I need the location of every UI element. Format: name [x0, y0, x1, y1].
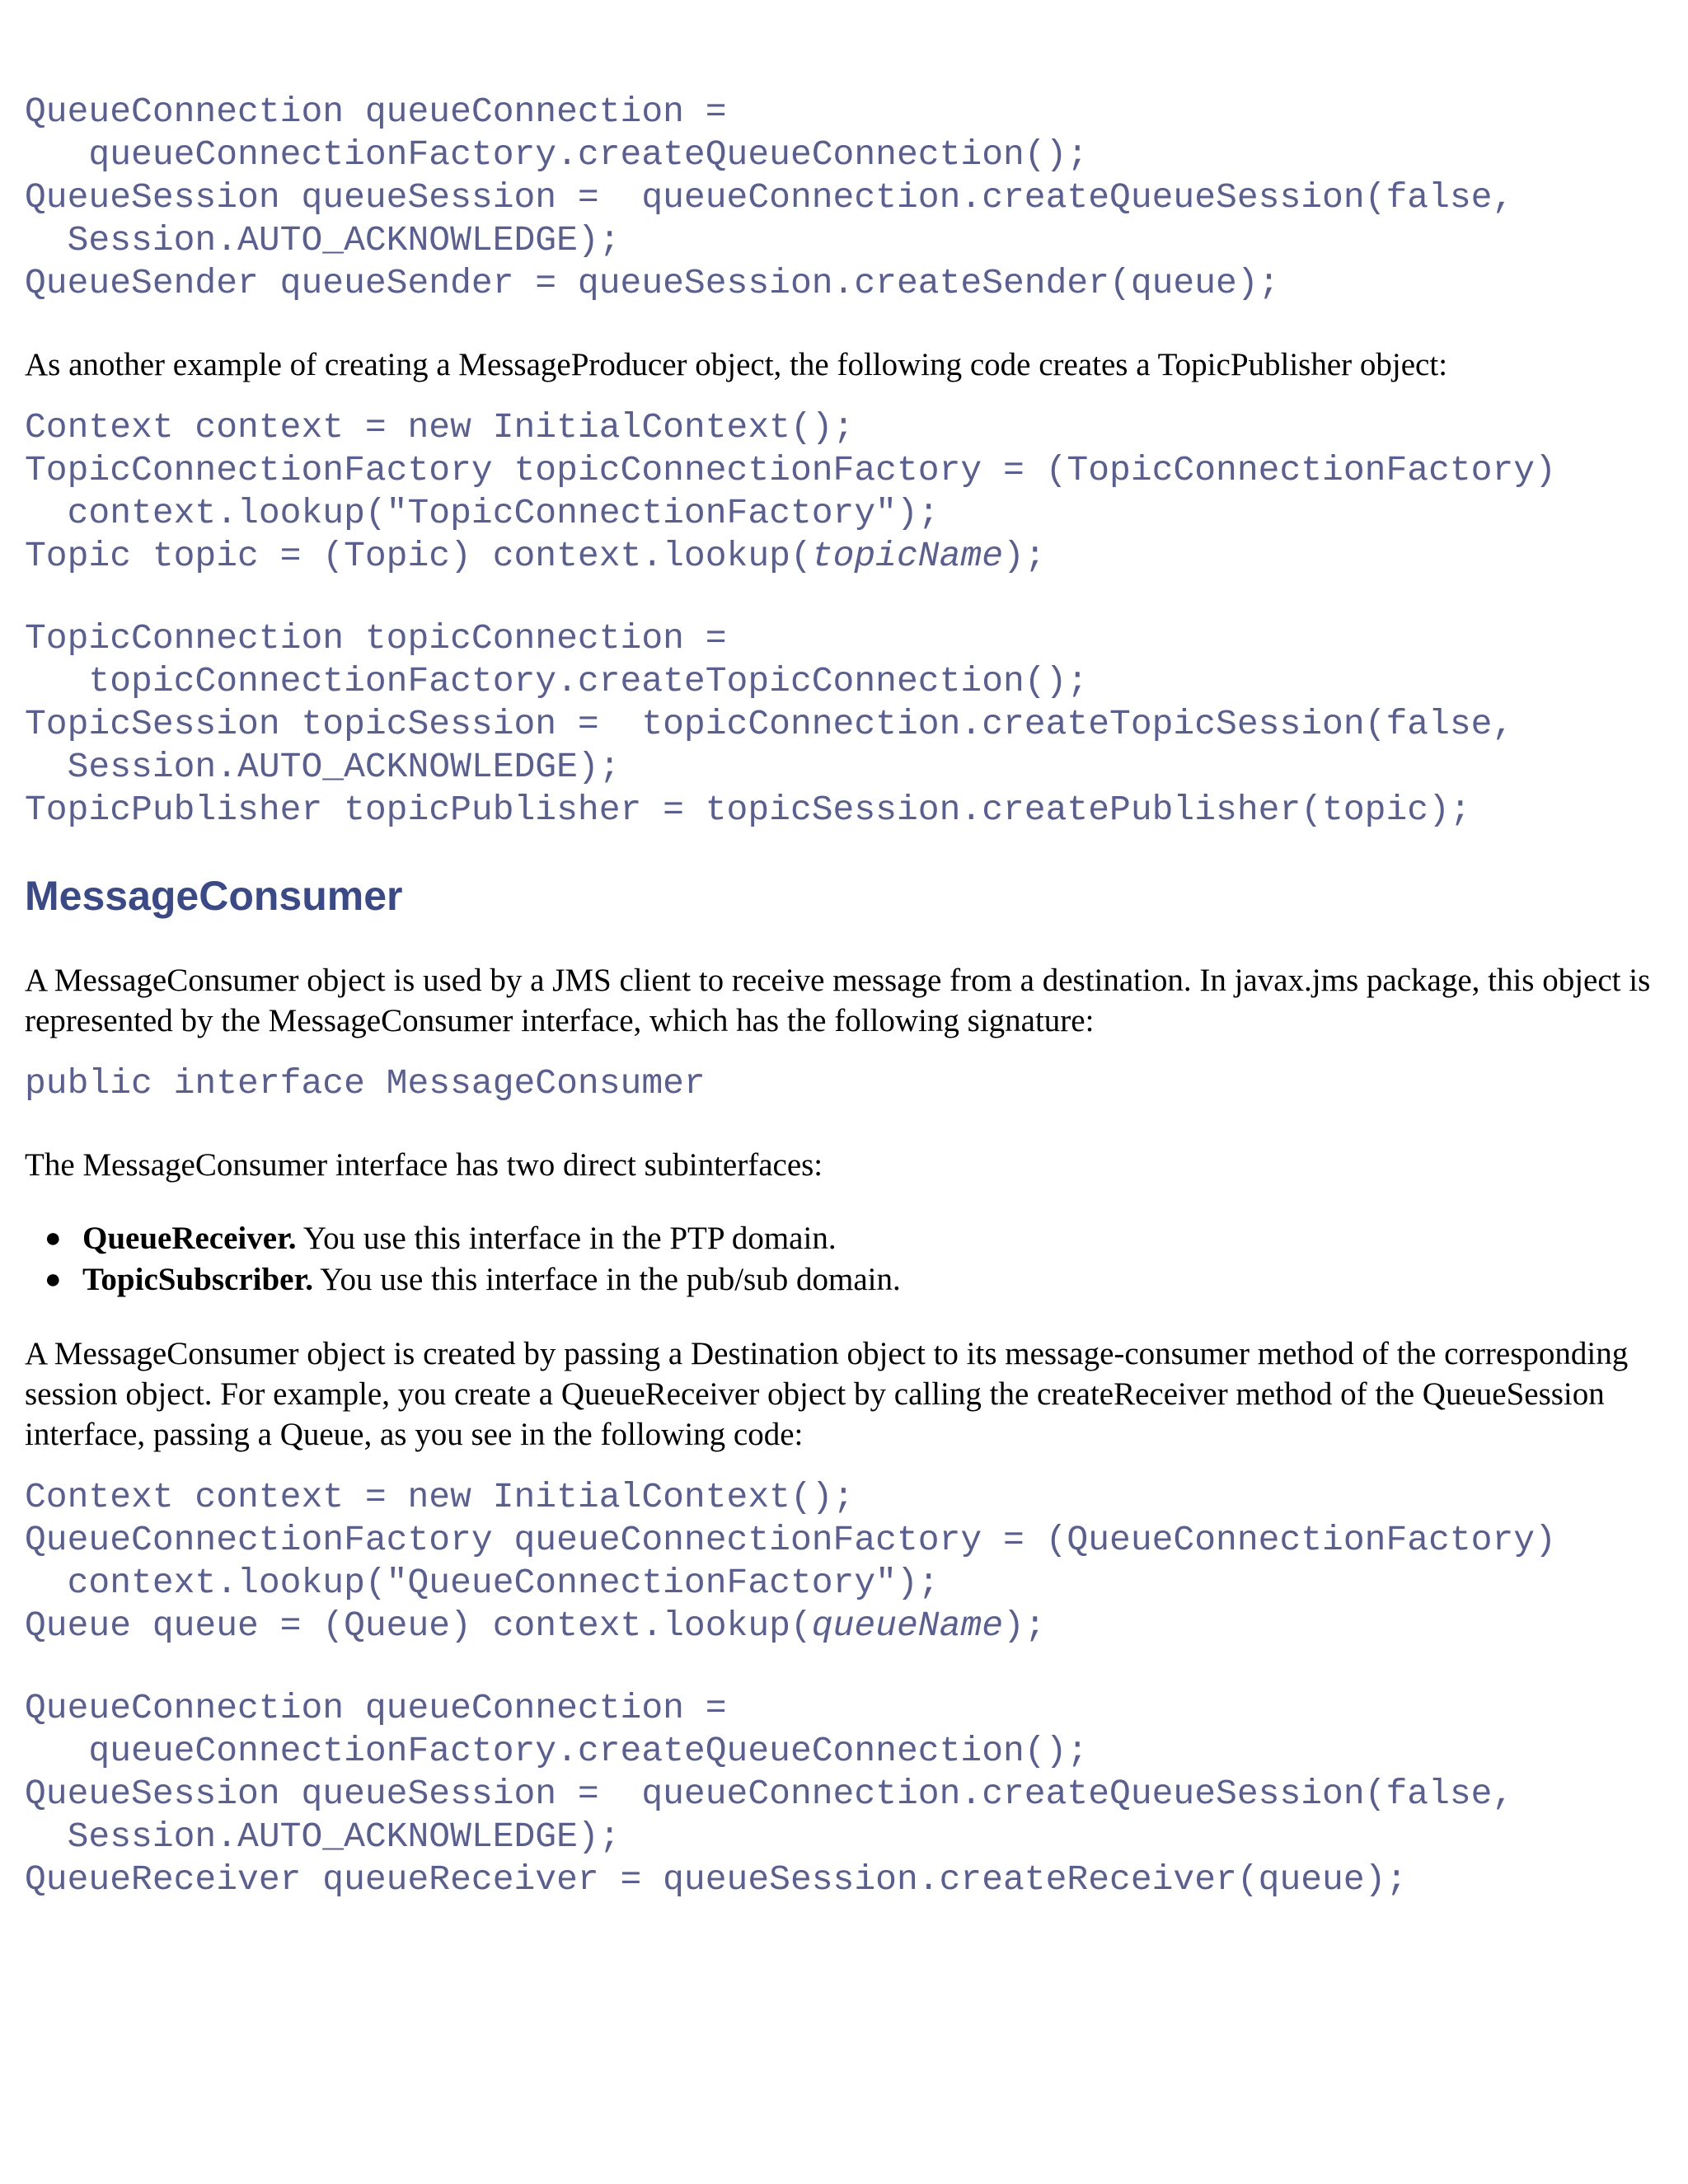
paragraph-consumer-intro: A MessageConsumer object is used by a JMS client to receive message from a destination. In javax.jms package, this object is represented by the MessageConsumer interface, which has the following signature:: [25, 963, 1651, 1038]
code-line: Topic topic = (Topic) context.lookup(topicName);: [25, 536, 1046, 576]
bullet-icon: ●: [45, 1264, 62, 1295]
code-block-queue-receiver: [25, 1687, 1657, 1901]
code-line: QueueConnection queueConnection =: [25, 91, 727, 132]
code-line: TopicPublisher topicPublisher = topicSession.createPublisher(topic);: [25, 790, 1471, 830]
code-variable: queueName: [811, 1605, 1004, 1646]
code-line: QueueSession queueSession = queueConnection.createQueueSession(false,: [25, 1774, 1514, 1814]
code-line: context.lookup("QueueConnectionFactory");: [25, 1563, 940, 1603]
code-line: Session.AUTO_ACKNOWLEDGE);: [25, 747, 621, 787]
paragraph-create-receiver: A MessageConsumer object is created by passing a Destination object to its message-consumer method of the corresponding session object. For example, you create a QueueReceiver object by calling the createReceiver method of the QueueSession interface, passing a Queue, as you see in the following code:: [25, 1336, 1629, 1452]
list-item: ● TopicSubscriber. You use this interface in the pub/sub domain.: [82, 1259, 1657, 1301]
code-line: queueConnectionFactory.createQueueConnection();: [25, 134, 1089, 175]
code-line: Context context = new InitialContext();: [25, 1477, 855, 1517]
code-line: QueueReceiver queueReceiver = queueSession.createReceiver(queue);: [25, 1859, 1408, 1900]
code-line: QueueConnection queueConnection =: [25, 1688, 727, 1728]
code-line: Context context = new InitialContext();: [25, 407, 855, 448]
code-line: topicConnectionFactory.createTopicConnection();: [25, 661, 1089, 701]
code-line: queueConnectionFactory.createQueueConnection();: [25, 1731, 1089, 1771]
code-line: QueueSender queueSender = queueSession.createSender(queue);: [25, 263, 1280, 303]
code-line: context.lookup("TopicConnectionFactory");: [25, 493, 940, 533]
code-line: TopicSession topicSession = topicConnection.createTopicSession(false,: [25, 704, 1514, 744]
code-line: Queue queue = (Queue) context.lookup(queueName);: [25, 1605, 1046, 1646]
bullet-icon: ●: [45, 1223, 62, 1254]
code-block-queue-lookup: [25, 1476, 1657, 1654]
list-item: ● QueueReceiver. You use this interface in the PTP domain.: [82, 1218, 1657, 1259]
code-line: TopicConnection topicConnection =: [25, 618, 727, 658]
code-line: Session.AUTO_ACKNOWLEDGE);: [25, 1816, 621, 1857]
code-line: TopicConnectionFactory topicConnectionFactory = (TopicConnectionFactory): [25, 450, 1556, 490]
code-line: QueueConnectionFactory queueConnectionFactory = (QueueConnectionFactory): [25, 1520, 1556, 1560]
code-signature: [25, 1062, 1657, 1105]
section-heading: MessageConsumer: [25, 873, 403, 919]
code-line: QueueSession queueSession = queueConnection.createQueueSession(false,: [25, 177, 1514, 218]
code-block-topic-publisher: [25, 617, 1657, 832]
code-block-queue-sender: [25, 91, 1657, 305]
code-variable: topicName: [811, 536, 1004, 576]
document-page: [25, 91, 1657, 1901]
paragraph-subinterfaces: The MessageConsumer interface has two direct subinterfaces:: [25, 1147, 823, 1183]
paragraph-topic-publisher-intro: As another example of creating a MessageProducer object, the following code creates a TopicPublisher object:: [25, 347, 1448, 382]
code-block-topic-lookup: [25, 406, 1657, 584]
code-line: Session.AUTO_ACKNOWLEDGE);: [25, 220, 621, 260]
code-line: public interface MessageConsumer: [25, 1063, 706, 1104]
subinterface-list: [25, 1218, 1657, 1301]
